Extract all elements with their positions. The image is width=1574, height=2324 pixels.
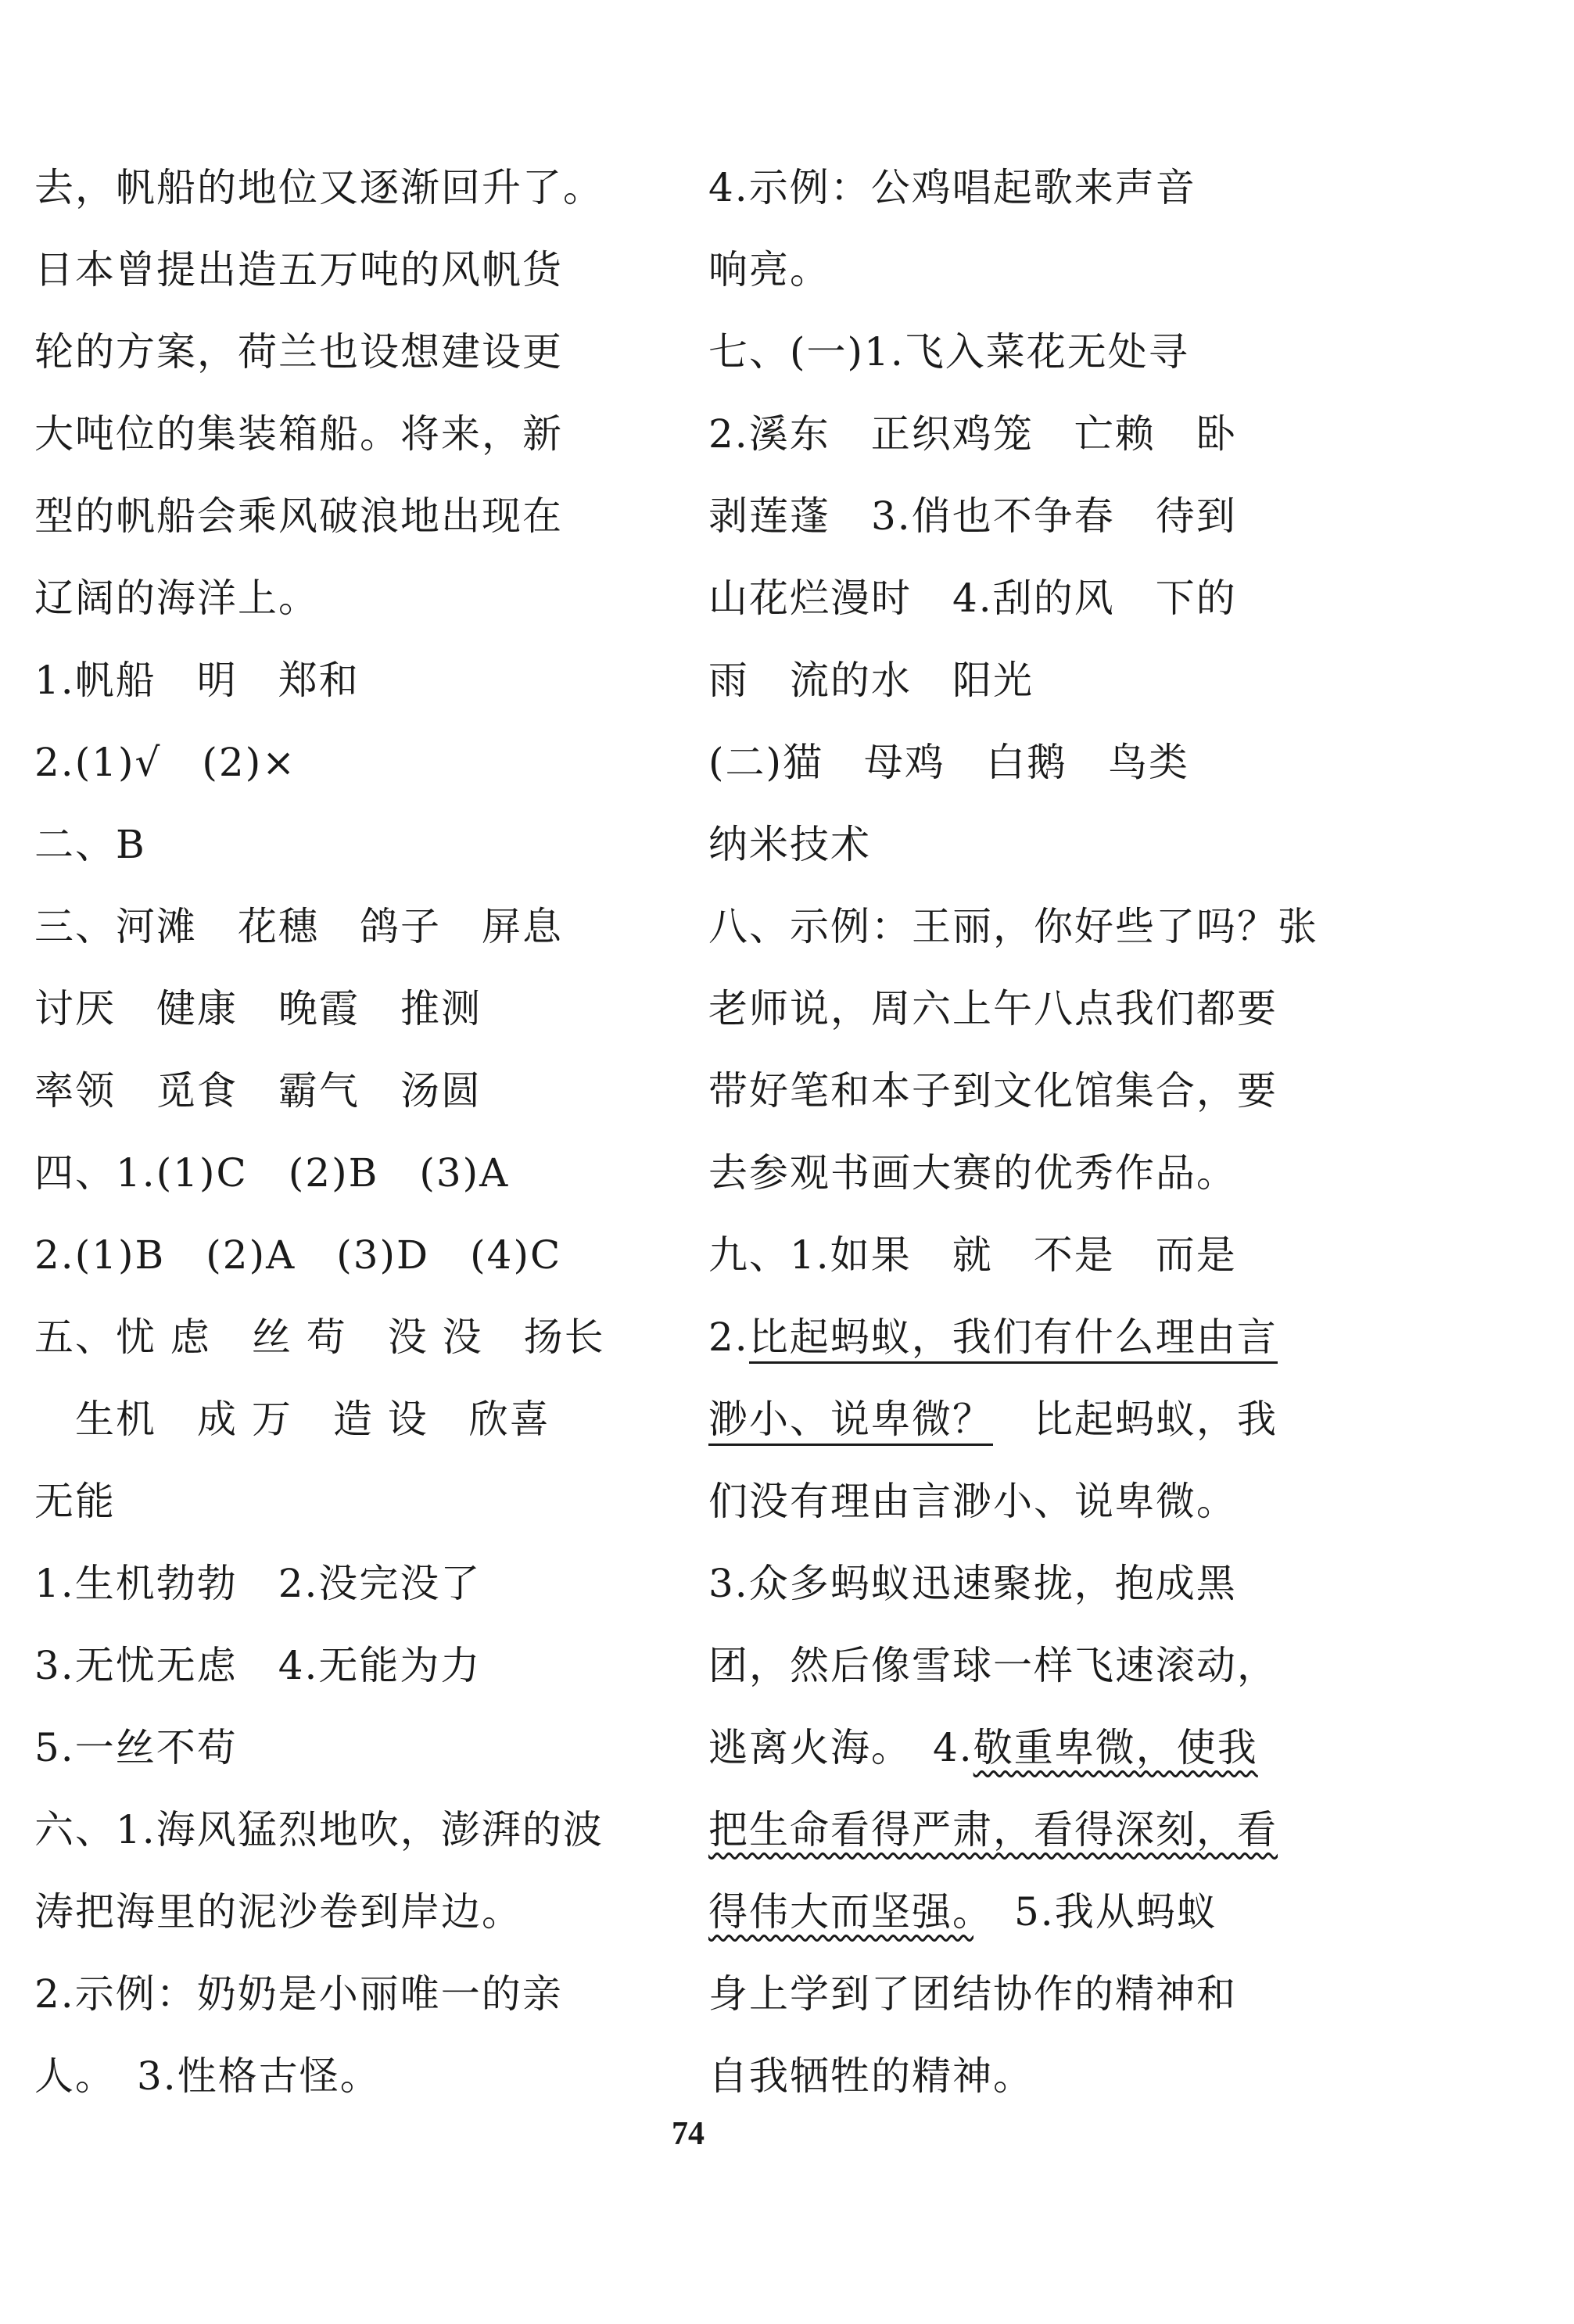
- answer-line: 3.无忧无虑 4.无能为力: [34, 1643, 482, 1688]
- wavy-underlined-sentence: 把生命看得严肃，看得深刻，看: [708, 1807, 1278, 1852]
- answer-line: 2.(1)B (2)A (3)D (4)C: [34, 1232, 562, 1278]
- answer-line: 无能: [34, 1479, 116, 1524]
- answer-line: 雨 流的水 阳光: [708, 658, 1034, 703]
- answer-line: 带好笔和本子到文化馆集合，要: [708, 1068, 1278, 1114]
- answer-text: 逃离火海。 4.: [708, 1725, 973, 1770]
- answer-text: 5.我从蚂蚁: [973, 1889, 1217, 1935]
- answer-line: 团，然后像雪球一样飞速滚动，: [708, 1643, 1278, 1688]
- answer-line: 2.示例：奶奶是小丽唯一的亲: [34, 1971, 563, 2017]
- answer-line: 讨厌 健康 晚霞 推测: [34, 986, 482, 1031]
- section-four-answer: 四、1.(1)C (2)B (3)A: [34, 1150, 510, 1196]
- answer-line: 剥莲蓬 3.俏也不争春 待到: [708, 493, 1237, 539]
- answer-line: 2.溪东 正织鸡笼 亡赖 卧: [708, 411, 1237, 457]
- answer-line: [708, 1707, 1326, 1789]
- section-seven-answer: 七、(一)1.飞入菜花无处寻: [708, 329, 1189, 375]
- text-line: 去，帆船的地位又逐渐回升了。: [34, 165, 604, 210]
- section-eight-answer: 八、示例：王丽，你好些了吗？张: [708, 904, 1318, 949]
- answer-line: 自我牺牲的精神。: [708, 2053, 1034, 2099]
- section-six-answer: 六、1.海风猛烈地吹，澎湃的波: [34, 1807, 604, 1852]
- answer-line: 2.(1)√ (2)×: [34, 740, 297, 785]
- answer-line: 山花烂漫时 4.刮的风 下的: [708, 576, 1237, 621]
- right-column: [708, 147, 1326, 2118]
- answer-line: 5.一丝不苟: [34, 1725, 238, 1770]
- text-line: 轮的方案，荷兰也设想建设更: [34, 329, 563, 375]
- answer-line: [708, 1871, 1326, 1953]
- answer-line: 纳米技术: [708, 822, 871, 867]
- answer-line: 生机 成 万 造 设 欣喜: [34, 1397, 550, 1442]
- section-two-answer: 二、B: [34, 822, 146, 867]
- answer-line: 人。 3.性格古怪。: [34, 2053, 381, 2099]
- answer-line: [708, 1789, 1326, 1871]
- underlined-sentence: 比起蚂蚁，我们有什么理由言: [749, 1314, 1278, 1364]
- answer-line: 1.帆船 明 郑和: [34, 658, 360, 703]
- answer-line: 们没有理由言渺小、说卑微。: [708, 1479, 1237, 1524]
- answer-line: 去参观书画大赛的优秀作品。: [708, 1150, 1237, 1196]
- underlined-sentence: 渺小、说卑微？: [708, 1397, 993, 1446]
- wavy-underlined-sentence: 敬重卑微，使我: [973, 1725, 1258, 1770]
- answer-line: 身上学到了团结协作的精神和: [708, 1971, 1237, 2017]
- question-number: 2.: [708, 1314, 749, 1360]
- answer-line: 涛把海里的泥沙卷到岸边。: [34, 1889, 522, 1935]
- text-line: 日本曾提出造五万吨的风帆货: [34, 247, 563, 292]
- answer-line: [708, 1379, 1326, 1461]
- page-number: 74: [672, 2116, 705, 2152]
- answer-line: (二)猫 母鸡 白鹅 鸟类: [708, 740, 1190, 785]
- left-column: [34, 147, 660, 2118]
- answer-text: 比起蚂蚁，我: [993, 1397, 1278, 1442]
- wavy-underlined-sentence: 得伟大而坚强。: [708, 1889, 973, 1935]
- section-five-answer: 五、忧 虑 丝 苟 没 没 扬长: [34, 1314, 605, 1360]
- text-line: 型的帆船会乘风破浪地出现在: [34, 493, 563, 539]
- answer-line: 老师说，周六上午八点我们都要: [708, 986, 1278, 1031]
- answer-line: 率领 觅食 霸气 汤圆: [34, 1068, 482, 1114]
- section-nine-answer: 九、1.如果 就 不是 而是: [708, 1232, 1237, 1278]
- text-line: 大吨位的集装箱船。将来，新: [34, 411, 563, 457]
- section-three-answer: 三、河滩 花穗 鸽子 屏息: [34, 904, 563, 949]
- answer-line: 1.生机勃勃 2.没完没了: [34, 1561, 482, 1606]
- answer-line: 4.示例：公鸡唱起歌来声音: [708, 165, 1196, 210]
- answer-line: 3.众多蚂蚁迅速聚拢，抱成黑: [708, 1561, 1237, 1606]
- text-line: 辽阔的海洋上。: [34, 576, 319, 621]
- answer-line: 响亮。: [708, 247, 830, 292]
- answer-line: [708, 1296, 1326, 1379]
